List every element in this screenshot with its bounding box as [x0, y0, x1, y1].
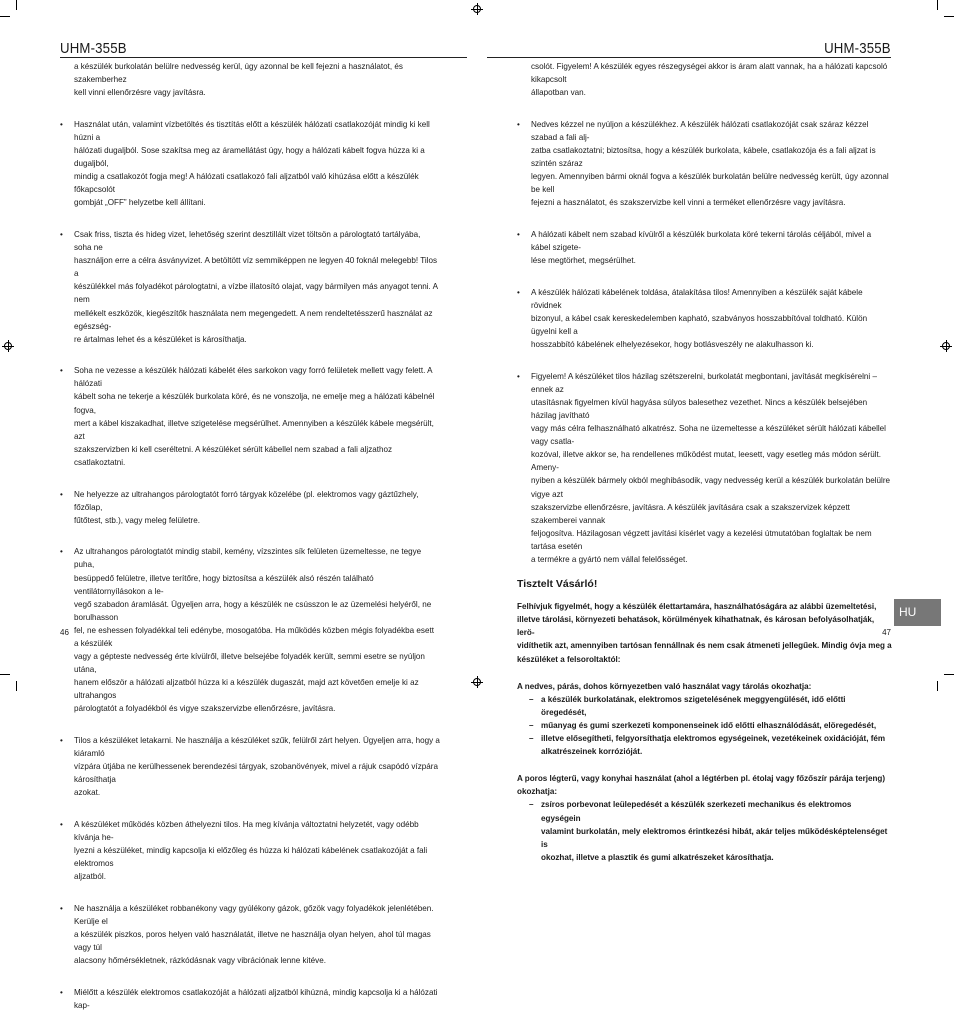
right-page — [477, 0, 954, 862]
header-rule — [487, 57, 891, 58]
bullet: • — [517, 287, 520, 297]
bullet: • — [517, 119, 520, 129]
list-item — [517, 719, 892, 732]
right-page-content — [517, 60, 892, 878]
paragraph — [60, 818, 440, 883]
paragraph — [60, 488, 440, 527]
paragraph — [60, 118, 440, 210]
paragraph — [60, 364, 440, 469]
bullet: • — [60, 366, 63, 376]
list-item — [517, 693, 892, 719]
bullet: • — [517, 371, 520, 381]
bullet: • — [60, 820, 63, 829]
paragraph-text: a készülék burkolatán belülre nedvesség kerül, úgy azonnal be kell fejezni a használatot, és szakemberhez kell vinni ellenőrzésre vagy javításra. — [74, 62, 403, 98]
bold-intro: Felhívjuk figyelmét, hogy a készülék élettartamára, használhatóságára az alábbi üzemeltetési, illetve tárolási, környezeti behatások, körülmények kihathatnak, és károsan befolyásolhatják, lerö- vidíthetik azt, amennyiben tartósan fennállnak és nem csak átmeneti jellegűek. Mindig óvja meg a készüléket a felsoroltaktól: — [517, 602, 892, 664]
header-rule — [60, 57, 467, 58]
paragraph — [517, 370, 892, 566]
paragraph — [60, 734, 440, 799]
humid-list — [517, 693, 892, 758]
bullet: • — [60, 736, 63, 746]
list-item-text: műanyag és gumi szerkezeti komponenseinek idő előtti elhasználódását, elöregedését, — [541, 720, 877, 730]
dust-heading: A poros légterű, vagy konyhai használat (ahol a légtérben pl. étolaj vagy főzőszír párája terjeng) okozhatja: — [517, 774, 886, 797]
bullet: • — [60, 489, 63, 499]
paragraph-text: Használat után, valamint vízbetöltés és tisztítás előtt a készülék hálózati csatlakozóját mindig ki kell húzni a hálózati dugaljból. Sose szakítsa meg az áramellátást úgy, hogy a hálózati kábelt fogva húzza ki a dugaljból, mindig a csatlakozót fogja meg! A hálózati csatlakozó fali aljzatból való kihúzása előtt a készülék főkapcsolót gombját „OFF” helyzetbe kell állítani. — [74, 119, 430, 208]
bullet: • — [60, 547, 63, 557]
page-header-title: UHM-355B — [60, 40, 127, 57]
dust-list — [517, 798, 892, 863]
list-item — [517, 798, 892, 863]
paragraph — [60, 986, 440, 1012]
paragraph-text: A készülék hálózati kábelének toldása, átalakítása tilos! Amennyiben a készülék saját kábele rövidnek bizonyul, a kábel csak kereskedelemben kapható, szabványos hosszabbítóval toldható. Külön ügyelni kell a hosszabbító kábelének elhelyezésekor, hogy botlásveszély ne alakulhasson ki. — [531, 287, 868, 350]
list-item-text: a készülék burkolatának, elektromos szigetelésének meggyengülését, idő előtti öregedését, — [541, 694, 846, 717]
paragraph-text: Miélőtt a készülék elektromos csatlakozóját a hálózati aljzatból kihúzná, mindig kapcsolja ki a hálózati kap- — [74, 987, 438, 1011]
humid-heading: A nedves, párás, dohos környezetben való használat vagy tárolás okozhatja: — [517, 681, 812, 691]
paragraph — [517, 118, 892, 210]
paragraph-text: Figyelem! A készüléket tilos házilag szétszerelni, burkolatát megbontani, javítását megkísérelni – ennek az utasításnak figyelmen kívül hagyása súlyos balesethez vezethet. Nincs a készülék belsejében házilag javítható vagy más célra felhasználható alkatrész. Soha ne üzemeltesse a készüléket sérült hálózati kábellel vagy csatla- kozóval, illetve akkor se, ha rendellenes működést mutat, leesett, vagy esetleg más módon sérült. Ameny- nyiben a készülék bármely okból meghibásodik, vagy nedvesség kerül a készülék burkolatán belülre vigye azt szakszervizbe ellenőrzésre, javításra. A készülék javítására csak a szakszervizek képzett szakemberei vannak feljogosítva. Házilagosan végzett javítási kísérlet vagy a kezelési útmutatóban foglaltak be nem tartása esetén a termékre a gyártó nem vállal felelősséget. — [531, 371, 891, 564]
page-number: 46 — [60, 628, 69, 637]
dash: – — [529, 720, 534, 730]
paragraph — [517, 228, 892, 267]
bullet: • — [60, 119, 63, 129]
paragraph-text: Tilos a készüléket letakarni. Ne használja a készüléket szűk, felülről zárt helyen. Ügyeljen arra, hogy a kiáramló vízpára útjába ne kerülhessenek berendezési tárgyak, szobanövények, mivel a rájuk csapódó vízpára károsíthatja azokat. — [74, 736, 440, 798]
left-page — [0, 0, 477, 1011]
paragraph — [60, 228, 440, 346]
language-tab: HU — [894, 599, 941, 626]
paragraph — [60, 545, 440, 715]
dash: – — [529, 694, 534, 704]
paragraph-text: csolót. Figyelem! A készülék egyes részegységei akkor is áram alatt vannak, ha a hálózati kapcsoló kikapcsolt állapotban van. — [531, 62, 888, 98]
left-page-content — [60, 60, 440, 1031]
list-item-text: zsíros porbevonat leülepedését a készülék szerkezeti mechanikus és elektromos egységein valamint burkolatán, mely elektromos érintkezési hibát, akár teljes működésképtelenséget is okozhat, illetve a plasztik és gumi alkatrészeket károsíthatja. — [541, 800, 888, 862]
dash: – — [529, 734, 534, 744]
paragraph-text: Ne használja a készüléket robbanékony vagy gyúlékony gázok, gőzök vagy folyadékok jelenlétében. Kerülje el a készülék piszkos, poros helyen való használatát, illetve ne használja olyan helyen, ahol túl magas vagy túl alacsony hőmérsékletnek, rázkódásnak vagy vibrációnak lenne kitéve. — [74, 903, 434, 966]
bullet: • — [60, 903, 63, 913]
paragraph-text: Soha ne vezesse a készülék hálózati kábelét éles sarkokon vagy forró felületek mellett vagy felett. A hálózati kábelt soha ne tekerje a készülék burkolata köré, és ne vonszolja, ne emelje meg a hálózati kábelnél fogva, mert a kábel kiszakadhat, illetve szigetelése megsérülhet. Amennyiben a készülék kábele megsérült, azt szakszervizben ki kell cseréltetni. A készüléket sérült kábellel nem szabad a fali aljzathoz csatlakoztatni. — [74, 366, 435, 467]
paragraph-text: Az ultrahangos párologtatót mindig stabil, kemény, vízszintes sík felületen üzemeltesse, ne tegye puha, besüppedő felületre, illetve terítőre, hogy biztosítsa a készülék alsó részén található ventilátornyílásokon a le- vegő szabadon áramlását. Ügyeljen arra, hogy a készülék ne csússzon le az üzemelési helyéről, ne borulhasson fel, ne eshessen folyadékkal teli edénybe, mosogatóba. Ha működés közben mégis folyadékba esett a készülék vagy a gépteste nedvesség érte kívülről, illetve belsejébe folyadék került, semmi esetre se nyúljon utána, hanem először a hálózati aljzatból húzza ki a készülék dugaszát, majd azt követően emelje ki az ultrahangos párologtatót a folyadékból és vigye szakszervizbe ellenőrzésre, javításra. — [74, 547, 434, 714]
paragraph-text: Csak friss, tiszta és hideg vizet, lehetőség szerint desztillált vizet töltsön a párologtató tartályába, soha ne használjon erre a célra ásványvizet. A betöltött víz semmiképpen ne legyen 40 foknál melegebb! Tilos a készülékkel más folyadékot párologtatni, a vízbe illatosító olajat, vagy bármilyen más anyagot tenni. A nem mellékelt eszközök, kiegészítők használata nem megengedett. A nem rendeltetésszerű használat az egészség- re ártalmas lehet és a készüléket is károsíthatja. — [74, 229, 438, 344]
paragraph — [517, 60, 892, 99]
paragraph-text: Ne helyezze az ultrahangos párologtatót forró tárgyak közelébe (pl. elektromos vagy gáztűzhely, főzőlap, fűtőtest, stb.), vagy meleg felületre. — [74, 489, 419, 525]
paragraph-text: A készüléket működés közben áthelyezni tilos. Ha meg kívánja változtatni helyzetét, vagy odébb kívánja he- lyezni a készüléket, mindig kapcsolja ki előzőleg és húzza ki hálózati kábelének csatlakozóját a fali elektromos aljzatból. — [74, 820, 428, 882]
paragraph-text: A hálózati kábelt nem szabad kívülről a készülék burkolata köré tekerni tárolás céljából, mivel a kábel szigete- lése megtörhet, megsérülhet. — [531, 229, 872, 266]
list-item-text: illetve elősegítheti, felgyorsíthatja elektromos egységeinek, vezetékeinek oxidációját, fém alkatrészeinek korrózióját. — [541, 734, 886, 757]
paragraph-text: Nedves kézzel ne nyúljon a készülékhez. A készülék hálózati csatlakozóját csak száraz kézzel szabad a fali alj- zatba csatlakoztatni; biztosítsa, hogy a készülék burkolata, kábele, csatlakozója és a fali aljzat is szintén száraz legyen. Amennyiben bármi oknál fogva a készülék burkolatán belülre nedvesség került, úgy azonnal be kell fejezni a használatot, és szakszervizbe kell vinni a terméket ellenőrzésre vagy javításra. — [531, 119, 889, 208]
dash: – — [529, 800, 534, 810]
section-title: Tisztelt Vásárló! — [517, 578, 598, 591]
page-number: 47 — [882, 628, 891, 637]
paragraph — [517, 286, 892, 351]
paragraph — [60, 60, 440, 99]
paragraph — [60, 902, 440, 967]
bullet: • — [517, 229, 520, 239]
list-item — [517, 732, 892, 758]
bullet: • — [60, 229, 63, 239]
page-header-title: UHM-355B — [824, 40, 891, 57]
bullet: • — [60, 987, 63, 997]
